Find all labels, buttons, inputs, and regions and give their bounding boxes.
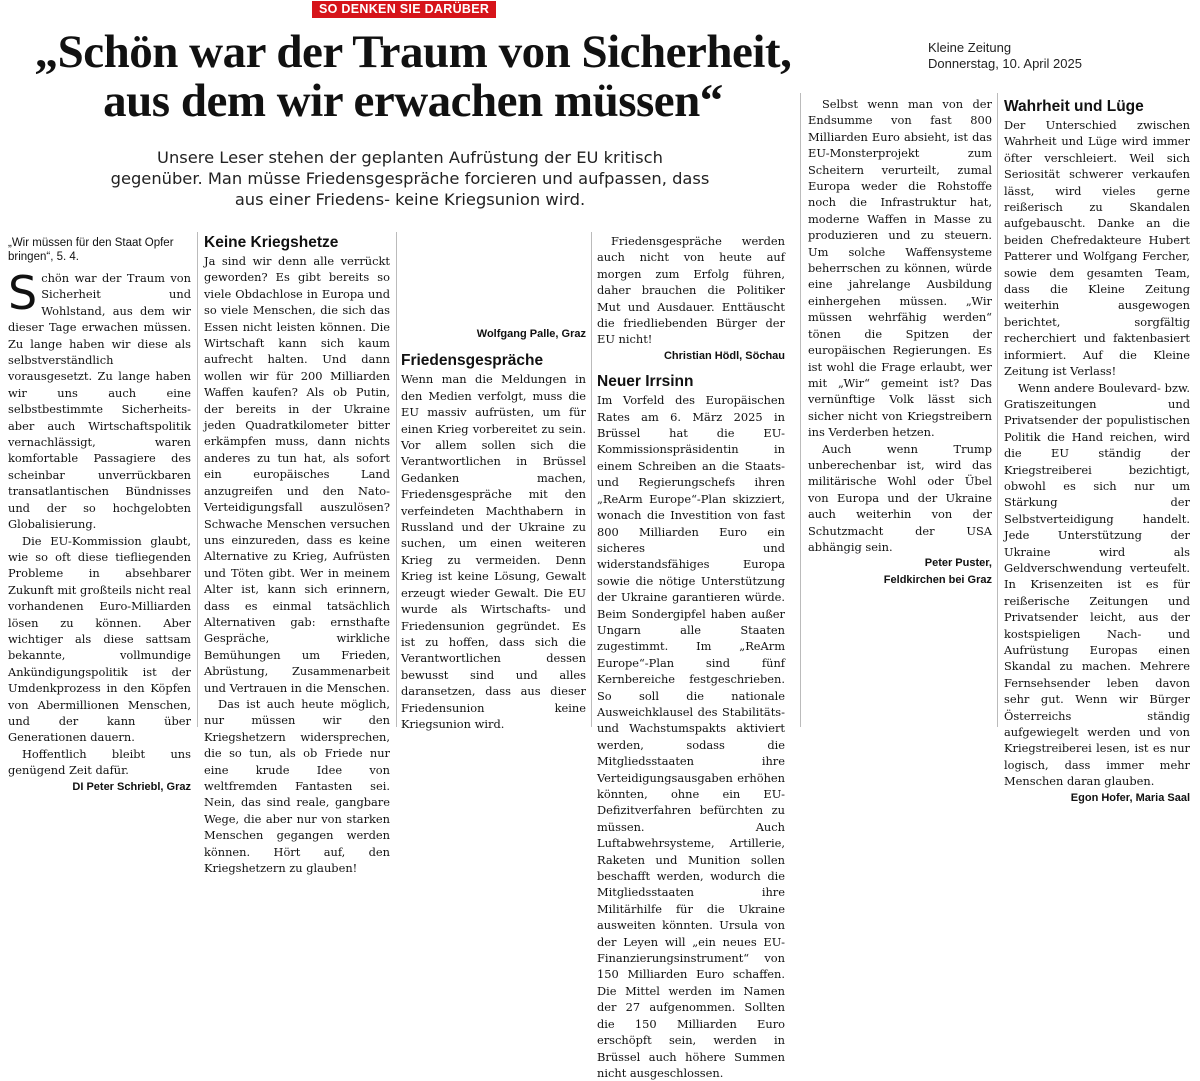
letter-author: DI Peter Schriebl, Graz bbox=[72, 780, 191, 793]
letter-paragraph: Auch wenn Trump unberechenbar ist, wird das militärische Wohl oder Übel von Europa und der Ukraine auch weiterhin von der Schutzmacht der USA abhängig sein. bbox=[808, 441, 992, 554]
letter-column-2 bbox=[204, 233, 390, 876]
letter-paragraph: Im Vorfeld des Europäischen Rates am 6. März 2025 in Brüssel hat die EU-Kommissionspräsidentin in einem Schreiben an die Staats- und Regierungschefs ihren „ReArm Europe“-Plan skizziert, wonach die Investition von fast 800 Milliarden Euro ein sicheres und widerstandsfähiges Europa sowie die nötige Unterstützung der Ukraine garantieren würde. Beim Sondergipfel haben außer Ungarn alle Staaten zugestimmt. Im „ReArm Europe“-Plan sind fünf Kernbereiche festgeschrieben. So soll die nationale Ausweichklausel des Stabilitäts- und Wachstumspakts aktiviert werden, sodass die Mitgliedsstaaten ihre Verteidigungsausgaben erhöhen könnten, ohne ein EU-Defizitverfahren befürchten zu müssen. Auch Luftabwehrsysteme, Artillerie, Raketen und Munition sollen beschafft werden, wodurch die Mitgliedsstaaten ihre Militärhilfe für die Ukraine ausweiten könnten. Ursula von der Leyen will „ein neues EU-Finanzierungsinstrument“ von 150 Milliarden Euro schaffen. Die Mittel werden im Namen der 27 aufgenommen. Sollten die 150 Milliarden Euro erschöpft sein, werden in Brüssel auch höhere Summen nicht ausgeschlossen. bbox=[597, 393, 785, 1080]
kicker-label: SO DENKEN SIE DARÜBER bbox=[312, 1, 496, 18]
newspaper-name: Kleine Zeitung bbox=[928, 40, 1012, 55]
column-divider bbox=[591, 232, 592, 727]
letter-heading: Keine Kriegshetze bbox=[204, 234, 339, 251]
letter-heading: Wahrheit und Lüge bbox=[1004, 98, 1144, 115]
letter-paragraph: Der Unterschied zwischen Wahrheit und Lüge wird immer öfter verschleiert. Weil sich Seriosität schwerer verkaufen lässt, wird vieles gerne reißerisch zu Skandalen aufgebauscht. Danke an die beiden Chefredakteure Hubert Patterer und Wolfgang Fercher, sowie dem gesamten Team, dass die Kleine Zeitung weiterhin ausgewogen berichtet, sorgfältig recherchiert und faktenbasiert informiert. Auf die Kleine Zeitung ist Verlass! bbox=[1004, 118, 1190, 379]
drop-cap: S bbox=[8, 266, 38, 320]
letter-column-4 bbox=[597, 233, 785, 1081]
letter-paragraph: Wenn man die Meldungen in den Medien verfolgt, muss die EU massiv aufrüsten, um für einen Krieg vorbereitet zu sein. Vor allem sollen sich die Verantwortlichen in Brüssel Gedanken machen, Friedensgespräche mit den verfeindeten Machthabern in Russland und der Ukraine zu suchen, um einen weiteren Krieg zu vermeiden. Denn Krieg ist keine Lösung, Gewalt erzeugt wieder Gewalt. Die EU wurde als Wirtschafts- und Friedensunion gegründet. Es ist zu hoffen, dass sich die Verantwortlichen dessen bewusst sind und alles daransetzen, dass aus dieser Friedensunion keine Kriegsunion wird. bbox=[401, 372, 586, 731]
letter-paragraph: Hoffentlich bleibt uns genügend Zeit dafür. bbox=[8, 746, 191, 778]
column-divider bbox=[800, 93, 801, 727]
letter-author: Christian Hödl, Söchau bbox=[663, 349, 785, 362]
letter-column-3 bbox=[401, 233, 586, 732]
letter-author-location: Feldkirchen bei Graz bbox=[883, 573, 992, 586]
column-divider bbox=[197, 232, 198, 727]
letter-paragraph: Ja sind wir denn alle verrückt geworden? Es gibt bereits so viele Obdachlose in Europa und so viele Menschen, die sich das Essen nicht leisten können. Die Wirtschaft kann sich kaum aufrecht halten. Und dann wollen wir für 200 Milliarden Waffen kaufen? Als ob Putin, der bereits in der Ukraine jeden Quadratkilometer bitter erkämpfen muss, dann nichts anderes zu tun hat, als sofort ein europäisches Land anzugreifen und den Nato-Verteidigungsfall auszulösen? Schwache Menschen versuchen uns einzureden, dass es keine Alternative zu Krieg, Aufrüsten und Töten gibt. Wer in meinem Alter ist, kann sich erinnern, dass es einmal tatsächlich Alternativen gab: ernsthafte Gespräche, wirkliche Bemühungen um Frieden, Abrüstung, Zusammenarbeit und Vertrauen in die Menschen. bbox=[204, 254, 390, 695]
letter-heading: Neuer Irrsinn bbox=[597, 373, 694, 391]
letter-paragraph: Selbst wenn man von der Endsumme von fast 800 Milliarden Euro absieht, ist das EU-Monsterprojekt zum Scheitern verurteilt, zumal Europa weder die Rohstoffe noch die Infrastruktur hat, moderne Waffen in Masse zu produzieren und zu steuern. Um solche Waffensysteme beherrschen zu können, würde eine jahrelange Ausbildung einhergehen müssen. „Wir müssen wehrfähig werden“ tönen die Spitzen der europäischen Regierungen. Es ist wohl die Frage erlaubt, wer mit „Wir“ gemeint ist? Das vernünftige Volk lässt sich sicher nicht von Kriegstreibern ins Verderben hetzen. bbox=[808, 97, 992, 440]
publication-date: Donnerstag, 10. April 2025 bbox=[928, 56, 1082, 71]
column-divider bbox=[997, 93, 998, 727]
letter-reference: „Wir müssen für den Staat Opfer bringen“, 5. 4. bbox=[8, 237, 174, 263]
letter-paragraph: Das ist auch heute möglich, nur müssen wir den Kriegshetzern widersprechen, die so tun, als ob Friede nur eine krude Idee von weltfremden Fantasten sei. Nein, das sind reale, gangbare Wege, die aber nur von starken Menschen gegangen werden können. Hört auf, den Kriegshetzern zu glauben! bbox=[204, 696, 390, 876]
column-divider bbox=[396, 232, 397, 727]
source-info bbox=[928, 40, 1082, 72]
letter-paragraph: Die EU-Kommission glaubt, wie so oft diese tiefliegenden Probleme in absehbarer Zukunft mit großteils nicht real vorhandenen Euro-Milliarden lösen zu können. Aber wichtiger als diese sattsam bekannte, vollmundige Ankündigungspolitik ist der Umdenkprozess in den Köpfen von Abermillionen Menschen, und der kann über Generationen dauern. bbox=[8, 533, 191, 745]
letter-heading: Friedensgespräche bbox=[401, 352, 544, 370]
letter-paragraph: Wenn andere Boulevard- bzw. Gratiszeitungen und Privatsender der populistischen Politik die Hand reichen, wird die EU ständig der Kriegstreiberei bezichtigt, obwohl es sich nur um Stärkung der Selbstverteidigung handelt. Jede Unterstützung der Ukraine wird als Geldverschwendung verteufelt. In Krisenzeiten ist es für reißerische Zeitungen und Privatsender leicht, aus der kostspieligen Nach- und Aufrüstung Europas einen Skandal zu machen. Mehrere Fernsehsender leben davon sehr gut. Wenn wir Bürger Österreichs ständig aufgewiegelt werden und von Kriegstreiberei lesen, ist es nur logisch, dass immer mehr Menschen daran glauben. bbox=[1004, 380, 1190, 789]
headline: „Schön war der Traum von Sicherheit, aus dem wir erwachen müssen“ bbox=[34, 26, 792, 127]
letter-column-5 bbox=[808, 96, 992, 588]
letter-author: Wolfgang Palle, Graz bbox=[476, 328, 586, 340]
deck-subtitle: Unsere Leser stehen der geplanten Aufrüstung der EU kritisch gegenüber. Man müsse Friedensgespräche forcieren und aufpassen, dass aus einer Friedens- keine Kriegsunion wird. bbox=[110, 148, 710, 209]
letter-paragraph: Schön war der Traum von Sicherheit und Wohlstand, aus dem wir dieser Tage erwachen müssen. Zu lange haben wir diese als selbstverständlich vorausgesetzt. Zu lange haben wir uns auch eine selbstbestimmte Sicherheits- aber auch Wirtschaftspolitik vernachlässigt, waren komfortable Passagiere des scheinbar unverrückbaren transatlantischen Bündnisses und der so hochgelobten Globalisierung. bbox=[8, 266, 191, 532]
letter-column-6 bbox=[1004, 97, 1190, 806]
letter-author: Egon Hofer, Maria Saal bbox=[1070, 791, 1190, 804]
letter-author: Peter Puster, bbox=[924, 557, 992, 570]
letter-column-1 bbox=[8, 236, 191, 795]
letter-paragraph: Friedensgespräche werden auch nicht von heute auf morgen zum Erfolg führen, daher brauchen die Politiker Mut und Ausdauer. Enttäuscht die friedliebenden Bürger der EU nicht! bbox=[597, 234, 785, 347]
